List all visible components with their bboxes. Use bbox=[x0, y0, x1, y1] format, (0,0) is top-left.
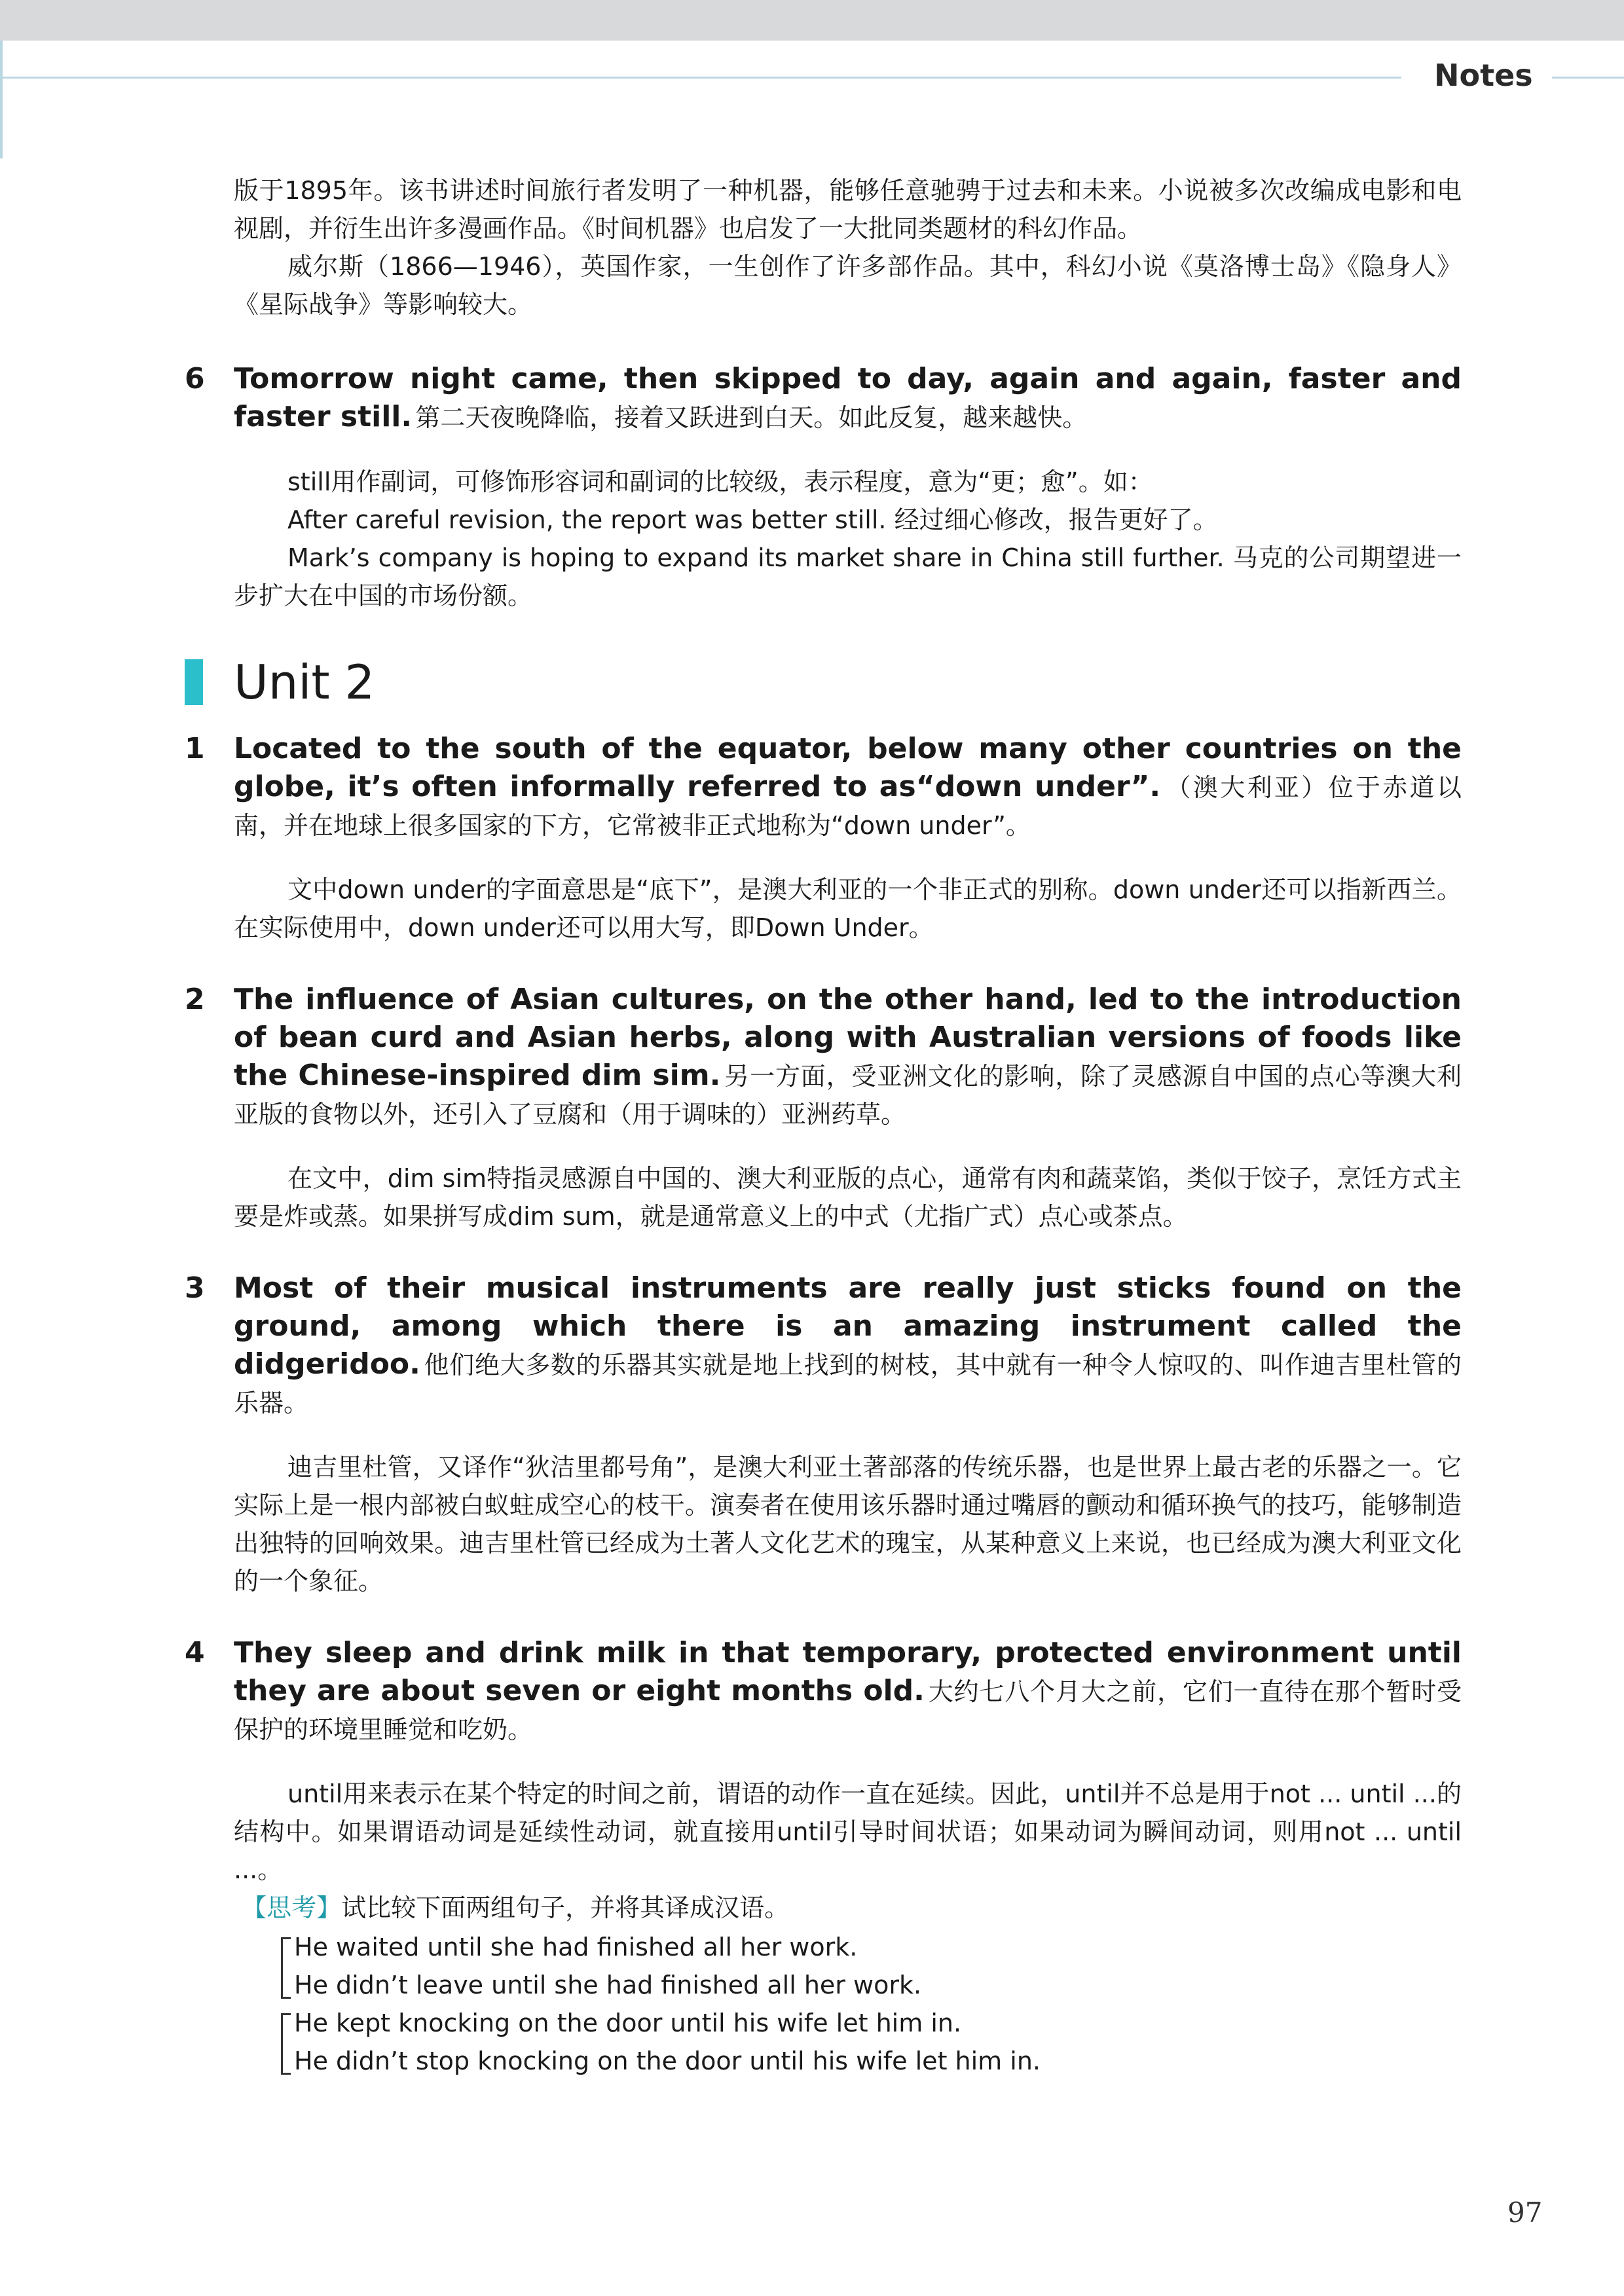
bracket-mark bbox=[281, 1937, 291, 1999]
item-explanation bbox=[234, 1159, 1462, 1235]
item-english: The influence of Asian cultures, on the other hand, led to the introduction of bean curd and Asian herbs, along with Australian versions of foods like the Chinese-inspired dim sim. bbox=[234, 983, 1462, 1092]
explanation-text: 迪吉里杜管，又译作“狄洁里都号角”，是澳大利亚土著部落的传统乐器，也是世界上最古老的乐器之一。它实际上是一根内部被白蚁蛀成空心的枝干。演奏者在使用该乐器时通过嘴唇的颤动和循环换气的技巧，能够制造出独特的回响效果。迪吉里杜管已经成为土著人文化艺术的瑰宝，从某种意义上来说，也已经成为澳大利亚文化的一个象征。 bbox=[234, 1453, 1462, 1595]
item-explanation bbox=[234, 1448, 1462, 1600]
note-item bbox=[185, 730, 1462, 947]
item-number: 6 bbox=[185, 362, 205, 395]
section-label: Notes bbox=[1434, 58, 1533, 93]
intro-block bbox=[185, 172, 1462, 323]
example-line: After careful revision, the report was better still. 经过细心修改，报告更好了。 bbox=[287, 505, 1218, 534]
think-label: 【思考】 bbox=[242, 1893, 342, 1922]
note-item bbox=[185, 1634, 1462, 2080]
item-translation: 另一方面，受亚洲文化的影响，除了灵感源自中国的点心等澳大利亚版的食物以外，还引入了豆腐和（用于调味的）亚洲药草。 bbox=[234, 1062, 1462, 1129]
item-sentence bbox=[234, 981, 1462, 1133]
item-explanation bbox=[234, 463, 1462, 615]
item-number: 2 bbox=[185, 983, 205, 1016]
item-number: 3 bbox=[185, 1271, 205, 1305]
unit-title: Unit 2 bbox=[234, 655, 375, 710]
pair-sentence: He waited until she had finished all her work. bbox=[294, 1933, 858, 1961]
explanation-text: until用来表示在某个特定的时间之前，谓语的动作一直在延续。因此，until并不总是用于not ... until ...的结构中。如果谓语动词是延续性动词，就直接用until引导时间状语；如果动词为瞬间动词，则用not ... until ...。 bbox=[234, 1779, 1462, 1884]
item-english: Most of their musical instruments are really just sticks found on the ground, among which there is an amazing instrument called the didgeridoo. bbox=[234, 1271, 1462, 1381]
page-content bbox=[185, 172, 1462, 2080]
sentence-pair-1 bbox=[287, 1928, 1462, 2004]
item-explanation bbox=[234, 871, 1462, 947]
header-rule bbox=[0, 77, 1401, 79]
item-sentence bbox=[234, 730, 1462, 845]
note-item-6 bbox=[185, 360, 1462, 615]
item-english: Located to the south of the equator, below many other countries on the globe, it’s often informally referred to as“down under”. bbox=[234, 732, 1462, 803]
explanation-text: 在文中，dim sim特指灵感源自中国的、澳大利亚版的点心，通常有肉和蔬菜馅，类似于饺子，烹饪方式主要是炸或蒸。如果拼写成dim sum，就是通常意义上的中式（尤指广式）点心或茶点。 bbox=[234, 1164, 1462, 1231]
item-sentence bbox=[234, 1634, 1462, 1749]
item-translation: （澳大利亚）位于赤道以南，并在地球上很多国家的下方，它常被非正式地称为“down under”。 bbox=[234, 773, 1462, 840]
pair-sentence: He kept knocking on the door until his wife let him in. bbox=[294, 2009, 962, 2037]
think-text: 试比较下面两组句子，并将其译成汉语。 bbox=[341, 1893, 790, 1922]
unit-heading bbox=[185, 653, 1462, 716]
intro-paragraph-2: 威尔斯（1866—1946），英国作家，一生创作了许多部作品。其中，科幻小说《莫洛博士岛》《隐身人》《星际战争》等影响较大。 bbox=[234, 252, 1462, 319]
item-english: They sleep and drink milk in that temporary, protected environment until they are about seven or eight months old. bbox=[234, 1636, 1462, 1707]
item-explanation bbox=[234, 1775, 1462, 2080]
item-translation: 他们绝大多数的乐器其实就是地上找到的树枝，其中就有一种令人惊叹的、叫作迪吉里杜管的乐器。 bbox=[234, 1351, 1462, 1417]
item-number: 1 bbox=[185, 732, 205, 765]
explanation-text: 文中down under的字面意思是“底下”，是澳大利亚的一个非正式的别称。down under还可以指新西兰。在实际使用中，down under还可以用大写，即Down Under。 bbox=[234, 875, 1462, 942]
item-sentence bbox=[234, 360, 1462, 437]
explanation-line: still用作副词，可修饰形容词和副词的比较级，表示程度，意为“更；愈”。如： bbox=[287, 467, 1153, 496]
item-number: 4 bbox=[185, 1636, 205, 1669]
item-sentence bbox=[234, 1269, 1462, 1422]
header-rule-right bbox=[1552, 77, 1624, 79]
note-item bbox=[185, 1269, 1462, 1600]
pair-sentence: He didn’t stop knocking on the door until his wife let him in. bbox=[294, 2047, 1041, 2075]
top-band bbox=[0, 0, 1624, 41]
item-english: Tomorrow night came, then skipped to day, again and again, faster and faster still. bbox=[234, 362, 1462, 433]
pair-sentence: He didn’t leave until she had finished all her work. bbox=[294, 1971, 922, 1999]
intro-paragraph-1: 版于1895年。该书讲述时间旅行者发明了一种机器，能够任意驰骋于过去和未来。小说被多次改编成电影和电视剧，并衍生出许多漫画作品。《时间机器》也启发了一大批同类题材的科幻作品。 bbox=[234, 176, 1462, 243]
item-translation: 大约七八个月大之前，它们一直待在那个暂时受保护的环境里睡觉和吃奶。 bbox=[234, 1677, 1462, 1744]
bracket-mark bbox=[281, 2013, 291, 2075]
think-prompt bbox=[234, 1889, 1462, 1927]
unit-accent-bar bbox=[185, 659, 203, 705]
sentence-pair-2 bbox=[287, 2004, 1462, 2080]
note-item bbox=[185, 981, 1462, 1235]
header-side-rule bbox=[0, 41, 3, 158]
item-translation: 第二天夜晚降临，接着又跃进到白天。如此反复，越来越快。 bbox=[415, 403, 1088, 432]
example-line: Mark’s company is hoping to expand its market share in China still further. 马克的公司期望进一步扩大在中国的市场份额。 bbox=[234, 543, 1462, 610]
page-number: 97 bbox=[1507, 2196, 1543, 2229]
